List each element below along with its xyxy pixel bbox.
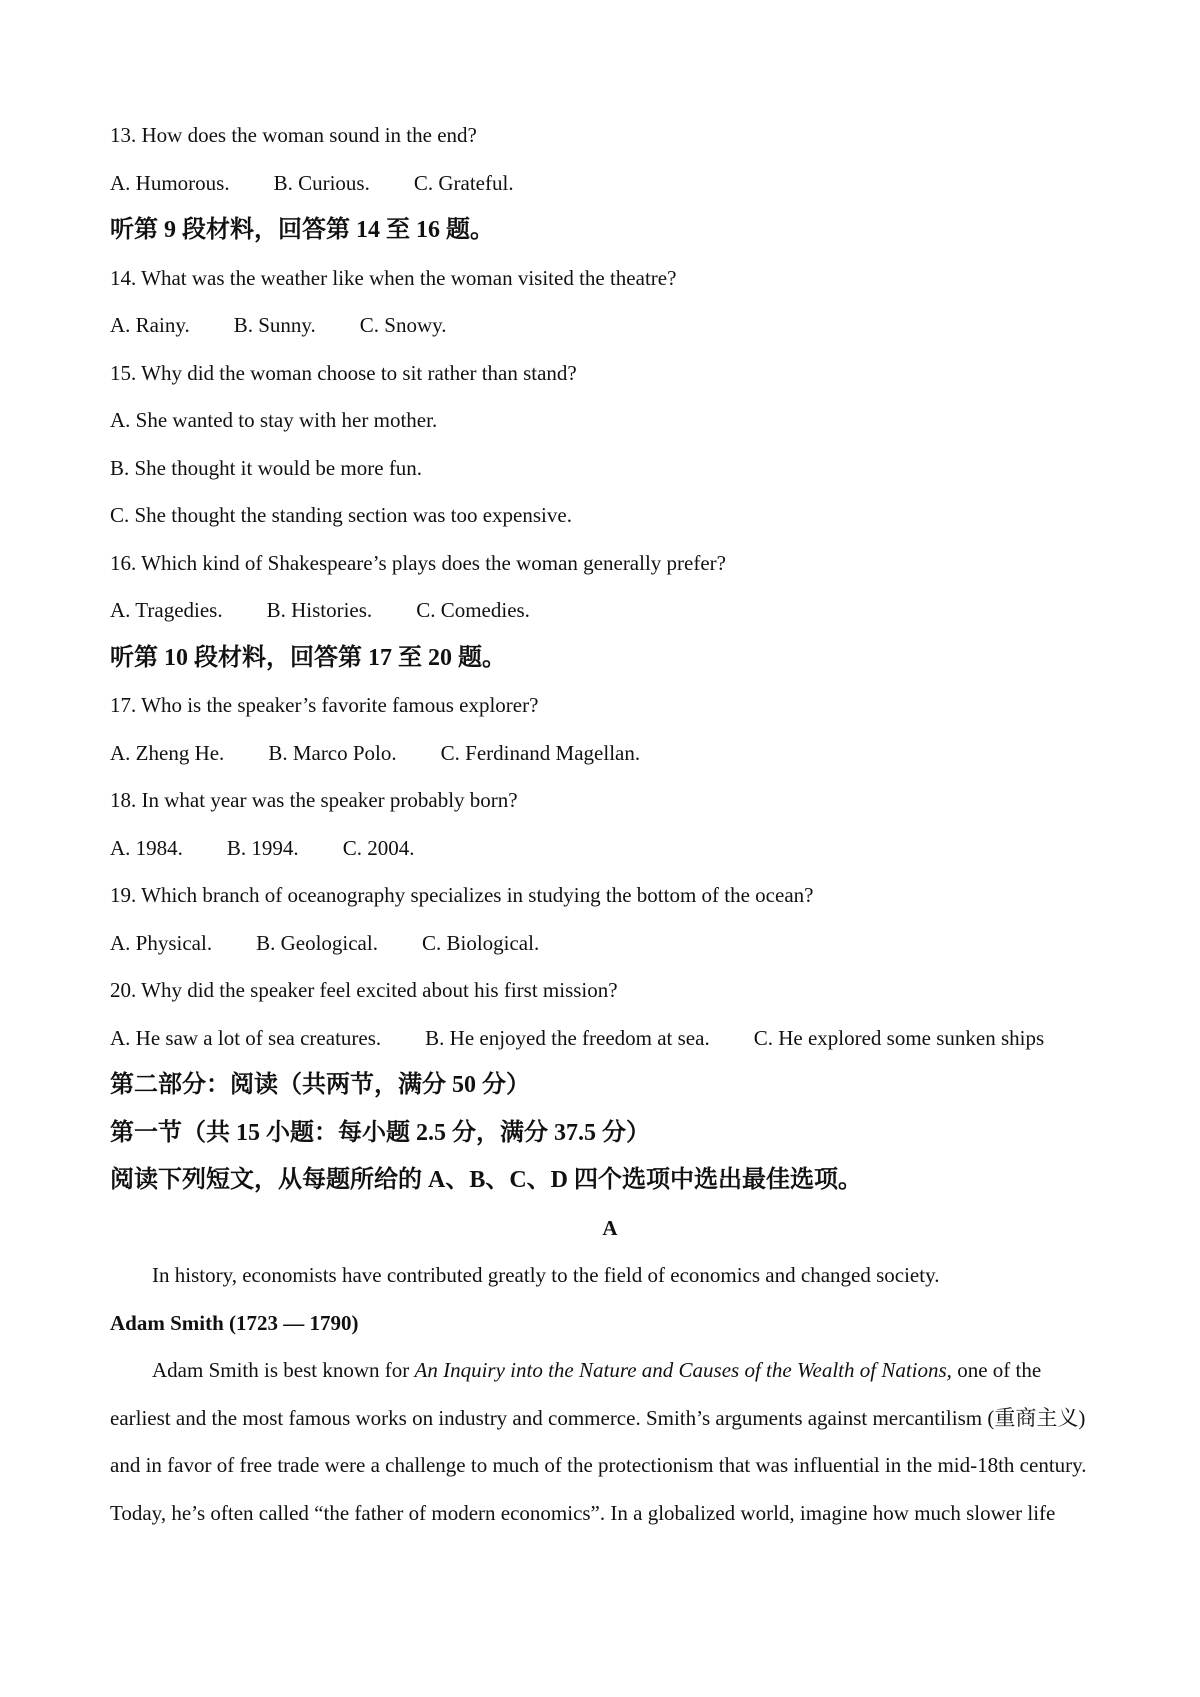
material-10-heading: 听第 10 段材料，回答第 17 至 20 题。 [110,644,506,671]
passage-intro: In history, economists have contributed greatly to the field of economics and changed society. [152,1263,940,1287]
option-a: A. Zheng He. [110,740,225,765]
page-content [110,112,1110,1537]
paragraph-line-3: and in favor of free trade were a challenge to much of the protectionism that was influential in the mid-18th century. [110,1453,1087,1477]
question-15-option-a: A. She wanted to stay with her mother. [110,408,438,432]
question-19-stem: 19. Which branch of oceanography specializes in studying the bottom of the ocean? [110,883,814,907]
option-a: A. Rainy. [110,313,190,337]
passage-subheading: Adam Smith (1723 — 1790) [110,1310,359,1335]
question-15-option-c: C. She thought the standing section was too expensive. [110,503,572,527]
question-18-stem: 18. In what year was the speaker probably born? [110,788,518,812]
question-19-options [110,920,1110,968]
paragraph-line-1-pre: Adam Smith is best known for [152,1358,415,1382]
option-b: B. Histories. [266,598,373,622]
question-17-options [110,730,1110,778]
question-13-stem: 13. How does the woman sound in the end? [110,123,477,147]
option-c: C. Comedies. [416,598,530,622]
option-c: C. Biological. [421,930,540,955]
option-b: B. Curious. [273,170,370,195]
paragraph-line-1 [110,1347,1110,1395]
option-a: A. Physical. [110,930,213,955]
question-14-options [110,302,1110,350]
question-15-option-b: B. She thought it would be more fun. [110,455,423,480]
option-a: A. Humorous. [110,170,230,195]
option-c: C. He explored some sunken ships [753,1025,1045,1050]
option-b: B. Sunny. [233,313,316,337]
paragraph-line-2: earliest and the most famous works on industry and commerce. Smith’s arguments against mercantilism (重商主义) [110,1405,1086,1430]
option-c: C. Ferdinand Magellan. [440,740,641,765]
option-a: A. He saw a lot of sea creatures. [110,1025,382,1050]
reading-section-heading: 第一节（共 15 小题：每小题 2.5 分，满分 37.5 分） [110,1119,650,1146]
question-13-options [110,160,1110,208]
reading-instructions: 阅读下列短文，从每题所给的 A、B、C、D 四个选项中选出最佳选项。 [110,1167,863,1193]
question-16-options [110,587,1110,635]
option-a: A. 1984. [110,835,183,860]
paragraph-line-4: Today, he’s often called “the father of modern economics”. In a globalized world, imagine how much slower life [110,1500,1056,1525]
question-16-stem: 16. Which kind of Shakespeare’s plays does the woman generally prefer? [110,550,726,575]
question-20-stem: 20. Why did the speaker feel excited about his first mission? [110,978,618,1002]
book-title: An Inquiry into the Nature and Causes of the Wealth of Nations, [414,1358,952,1382]
material-9-heading: 听第 9 段材料，回答第 14 至 16 题。 [110,217,494,243]
question-15-stem: 15. Why did the woman choose to sit rather than stand? [110,360,577,385]
option-c: C. Grateful. [413,170,514,195]
question-20-options [110,1015,1110,1063]
option-c: C. Snowy. [359,313,447,337]
option-b: B. Geological. [256,930,378,955]
reading-part-heading: 第二部分：阅读（共两节，满分 50 分） [110,1072,530,1098]
option-b: B. 1994. [226,835,299,860]
question-17-stem: 17. Who is the speaker’s favorite famous explorer? [110,693,539,717]
option-a: A. Tragedies. [110,598,223,622]
option-b: B. He enjoyed the freedom at sea. [425,1025,710,1050]
option-b: B. Marco Polo. [268,740,397,765]
option-c: C. 2004. [342,835,415,860]
passage-label: A [602,1215,618,1240]
question-18-options [110,825,1110,873]
question-14-stem: 14. What was the weather like when the woman visited the theatre? [110,265,677,290]
paragraph-line-1-post: one of the [951,1358,1042,1382]
